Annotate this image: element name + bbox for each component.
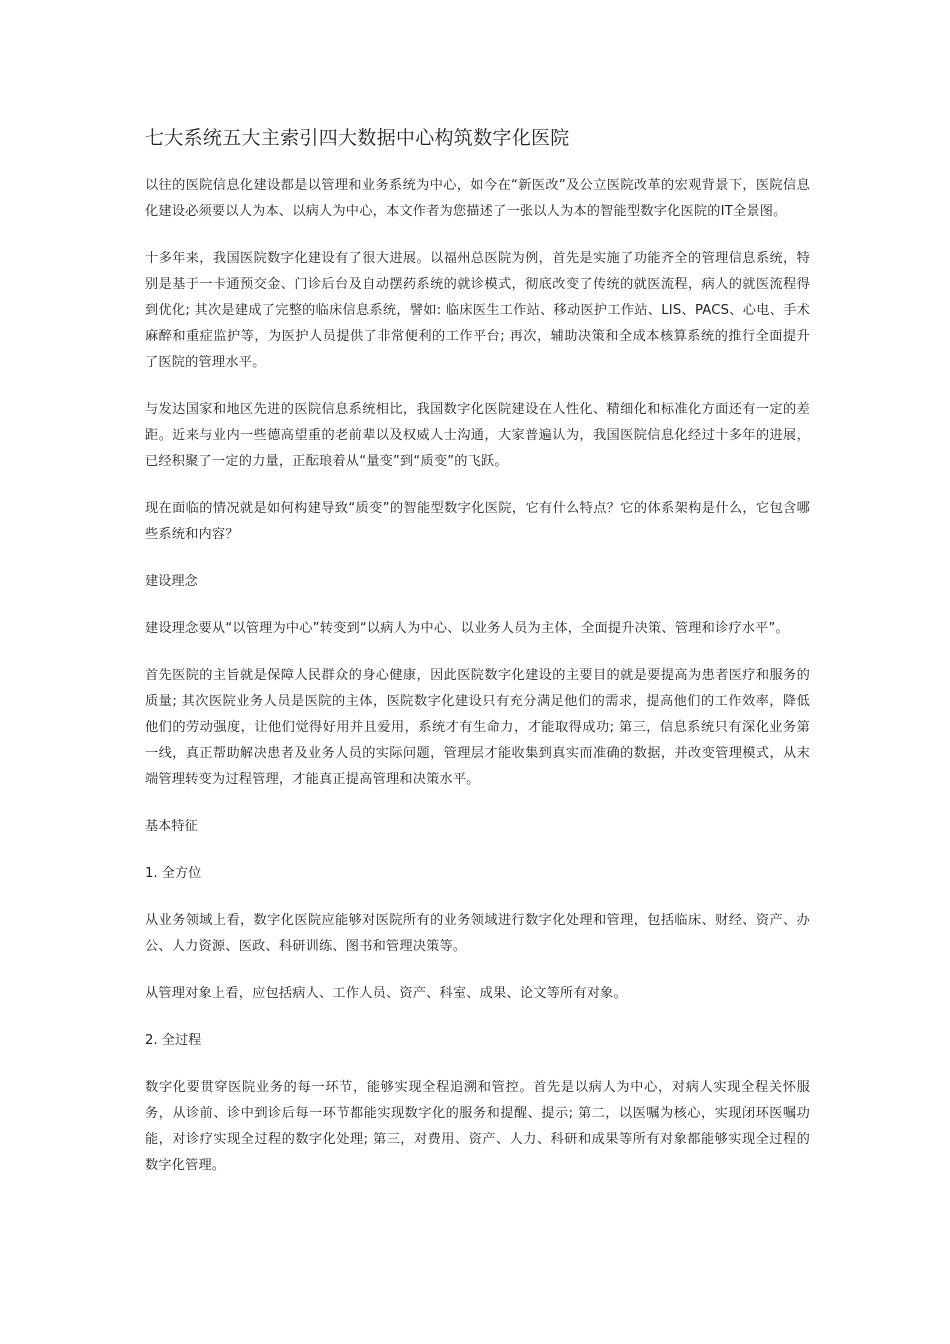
paragraph-management-objects: 从管理对象上看，应包括病人、工作人员、资产、科室、成果、论文等所有对象。 <box>145 986 627 1001</box>
paragraph-progress: 十多年来，我国医院数字化建设有了很大进展。以福州总医院为例，首先是实施了功能齐全的管理信息系统，特别是基于一卡通预交金、门诊后台及自动摆药系统的就诊模式，彻底改变了传统的就医流程，病人的就医流程得到优化; 其次是建成了完整的临床信息系统，譬如: 临床医生工作站、移动医护工作站、LIS、PACS、心电、手术麻醉和重症监护等，为医护人员提供了非常便利的工作平台; 再次，辅助决策和全成本核算系统的推行全面提升了医院的管理水平。 <box>145 251 810 370</box>
paragraph-whole-process: 数字化要贯穿医院业务的每一环节，能够实现全程追溯和管控。首先是以病人为中心，对病人实现全程关怀服务，从诊前、诊中到诊后每一环节都能实现数字化的服务和提醒、提示; 第二，以医嘱为核心，实现闭环医嘱功能，对诊疗实现全过程的数字化处理; 第三，对费用、资产、人力、科研和成果等所有对象都能够实现全过程的数字化管理。 <box>145 1080 810 1173</box>
paragraph-concept: 建设理念要从“以管理为中心”转变到“以病人为中心、以业务人员为主体，全面提升决策、管理和诊疗水平”。 <box>145 621 789 636</box>
paragraph-question: 现在面临的情况就是如何构建导致“质变”的智能型数字化医院，它有什么特点？它的体系架构是什么，它包含哪些系统和内容？ <box>145 501 810 542</box>
subheading-whole-process: 2. 全过程 <box>145 1033 202 1048</box>
paragraph-gap: 与发达国家和地区先进的医院信息系统相比，我国数字化医院建设在人性化、精细化和标准化方面还有一定的差距。近来与业内一些德高望重的老前辈以及权威人士沟通，大家普遍认为，我国医院信息化经过十多年的进展，已经积聚了一定的力量，正酝琅着从“量变”到“质变”的飞跃。 <box>145 402 810 469</box>
page-title: 七大系统五大主索引四大数据中心构筑数字化医院 <box>145 127 570 149</box>
section-heading-concept: 建设理念 <box>145 574 198 589</box>
section-heading-features: 基本特征 <box>145 819 198 834</box>
paragraph-intro: 以往的医院信息化建设都是以管理和业务系统为中心，如今在“新医改”及公立医院改革的宏观背景下，医院信息化建设必须要以人为本、以病人为中心，本文作者为您描述了一张以人为本的智能型数字化医院的IT全景图。 <box>145 178 810 219</box>
paragraph-concept-detail: 首先医院的主旨就是保障人民群众的身心健康，因此医院数字化建设的主要目的就是要提高为患者医疗和服务的质量; 其次医院业务人员是医院的主体，医院数字化建设只有充分满足他们的需求，提高他们的工作效率，降低他们的劳动强度，让他们觉得好用并且爱用，系统才有生命力，才能取得成功; 第三，信息系统只有深化业务第一线，真正帮助解决患者及业务人员的实际问题，管理层才能收集到真实而准确的数据，并改变管理模式，从末端管理转变为过程管理，才能真正提高管理和决策水平。 <box>145 668 810 787</box>
paragraph-business-domains: 从业务领域上看，数字化医院应能够对医院所有的业务领域进行数字化处理和管理，包括临床、财经、资产、办公、人力资源、医政、科研训练、图书和管理决策等。 <box>145 913 810 954</box>
subheading-all-round: 1. 全方位 <box>145 866 202 881</box>
document-page <box>145 123 810 1200</box>
